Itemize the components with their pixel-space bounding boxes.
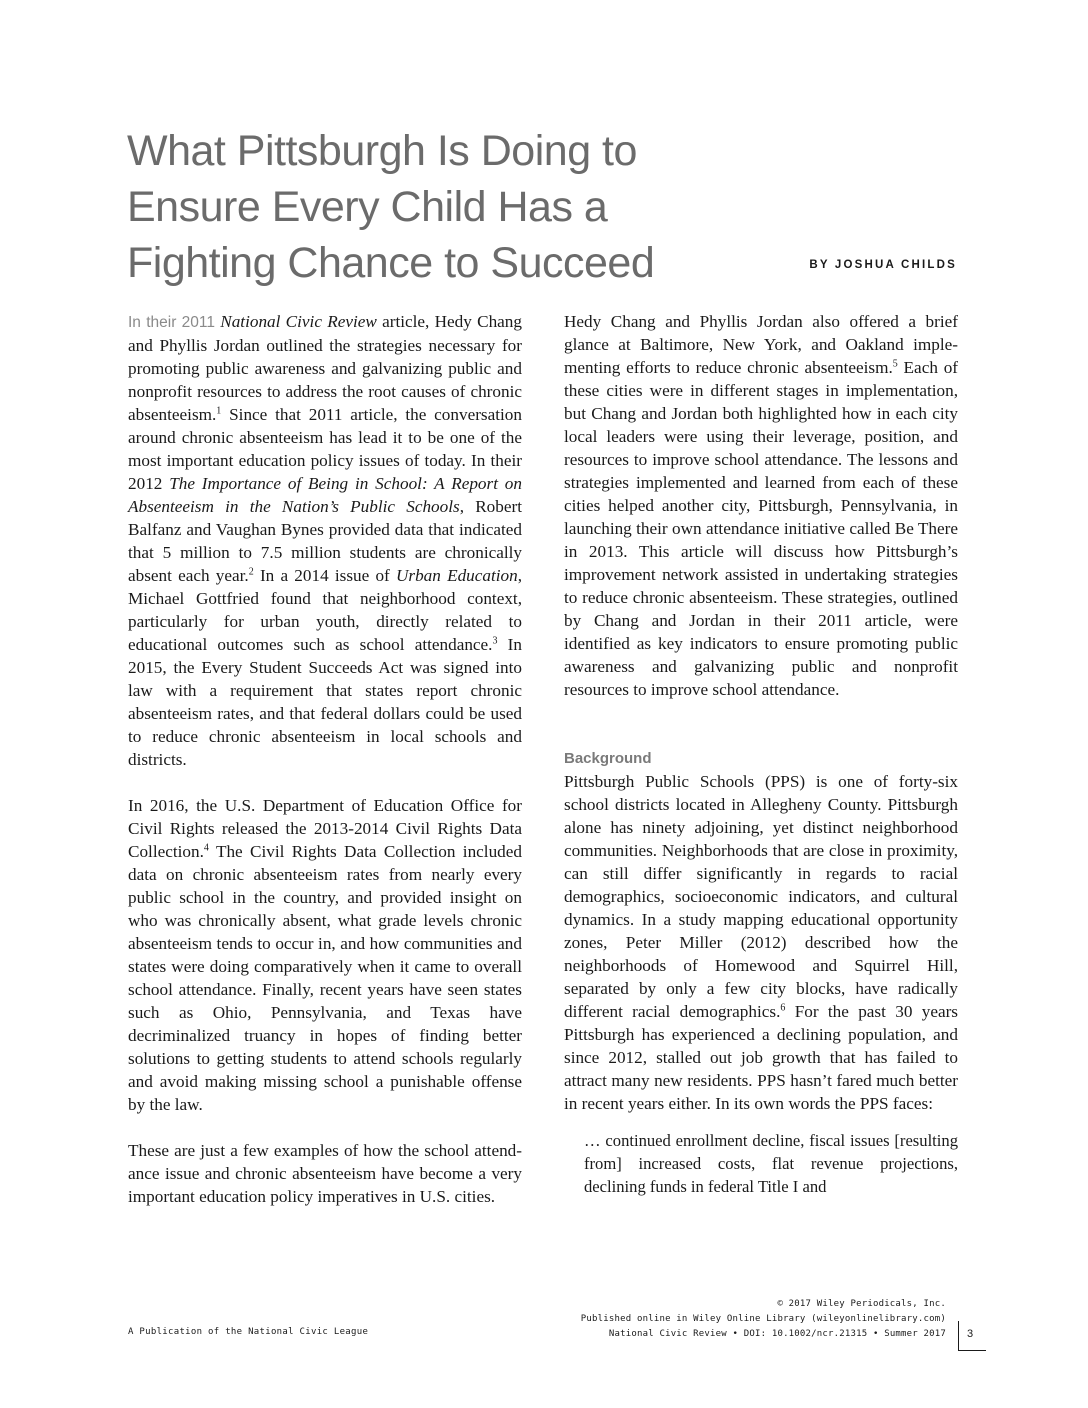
paragraph-background <box>564 770 958 1115</box>
footer-divider <box>958 1321 959 1351</box>
title-line-1: What Pittsburgh Is Doing to <box>127 127 637 175</box>
footnote-ref: 5 <box>892 358 898 370</box>
block-quote: … continued enrollment decline, fiscal issues [resulting from] increased costs, flat revenue projections, declining funds in federal Title I and <box>584 1131 958 1196</box>
text-run: Since that 2011 article, the conversation around chronic absenteeism has lead it to be one of the most important education policy issues of today. In their 2012 <box>128 405 522 493</box>
journal-title: National Civic Review <box>220 312 377 331</box>
publication-credit: A Publication of the National Civic League <box>128 1327 369 1337</box>
right-column <box>564 310 958 1198</box>
text-run: In a 2014 issue of <box>253 566 396 585</box>
title-line-2: Ensure Every Child Has a <box>127 183 608 231</box>
title-line-3: Fighting Chance to Succeed <box>127 239 655 287</box>
text-run: The Civil Rights Data Collection included data on chronic absenteeism rates from nearly every public school in the country, and provided insight on who was chronically absent, what grade levels chronic absenteeism tends to occur in, and how communities and states were doing comparatively when it came to overall school attendance. Finally, recent years have seen states such as Ohio, Pennsylvania, and Texas have decriminalized truancy in hopes of finding better solutions to getting students to attend schools regularly and avoid making missing school a punishable offense by the law. <box>128 842 522 1114</box>
footer-citation <box>581 1297 946 1342</box>
article-title <box>127 123 687 291</box>
report-title: The Importance of Being in School: A Report on Absenteeism in the Nation’s Public Schools <box>128 474 522 516</box>
footnote-ref: 1 <box>216 405 222 417</box>
text-run: For the past 30 years Pittsburgh has experienced a declining population, and since 2012, stalled out job growth that has failed to attract many new residents. PPS hasn’t fared much better in recent years either. In its own words the PPS faces: <box>564 1002 958 1113</box>
text-run: , Michael Gottfried found that neighborhood context, particularly for urban youth, directly related to educational outcomes such as school attendance. <box>128 566 523 654</box>
paragraph-cities <box>564 310 958 701</box>
text-run: In 2016, the U.S. Department of Education Office for Civil Rights released the 2013-2014 Civil Rights Data Collection. <box>128 796 522 861</box>
text-run: In 2015, the Every Student Succeeds Act was signed into law with a requirement that states report chronic absenteeism rates, and that federal dollars could be used to reduce chronic absenteeism in local schools and districts. <box>128 635 522 769</box>
paragraph-intro <box>128 310 522 771</box>
text-run: Pittsburgh Public Schools (PPS) is one of forty-six school districts located in Allegheny County. Pittsburgh alone has ninety adjoining, yet distinct neighborhood communities. Neighborhoods that are close in proximity, can still differ significantly in regards to racial demographics, socioeconomic indicators, and cultural dynamics. In a study mapping educational opportunity zones, Peter Miller (2012) described how the neighborhoods of Homewood and Squirrel Hill, separated by only a few city blocks, have radically different racial demographics. <box>564 772 958 1021</box>
text-run: , Robert Balfanz and Vaughan Bynes provided data that indicated that 5 million to 7.5 million students are chronically absent each year. <box>128 497 522 585</box>
footer-rule <box>958 1350 986 1351</box>
paragraph-civil-rights <box>128 794 522 1116</box>
copyright-line: © 2017 Wiley Periodicals, Inc. <box>777 1299 946 1309</box>
footnote-ref: 2 <box>248 566 254 578</box>
text-run: article, Hedy Chang and Phyllis Jordan outlined the strategies necessary for promoting public awareness and galvanizing public and nonprofit resources to address the root causes of chronic absenteeism. <box>128 312 522 424</box>
journal-title: Urban Education <box>395 566 518 585</box>
text-run: Hedy Chang and Phyllis Jordan also offered a brief glance at Baltimore, New York, and Oakland implementing efforts to reduce chronic absenteeism. <box>564 312 958 377</box>
author-byline: BY JOSHUA CHILDS <box>809 259 957 271</box>
text-run: Each of these cities were in different stages in implementation, but Chang and Jordan both highlighted how in each city local leaders were using their leverage, position, and resources to improve school attendance. The lessons and strategies implemented and learned from each of these cities helped another city, Pittsburgh, Pennsylvania, in launching their own attendance initiative called Be There in 2013. This article will discuss how Pittsburgh’s improvement network assisted in undertaking strategies to reduce chronic absenteeism. These strategies, outlined by Chang and Jordan in their 2011 article, were identified as key indicators to ensure promoting public awareness and galvanizing public and nonprofit resources to improve school attendance. <box>564 358 959 699</box>
footnote-ref: 3 <box>492 635 498 647</box>
page-number: 3 <box>967 1328 974 1340</box>
published-online-line: Published online in Wiley Online Library (wileyonlinelibrary.com) <box>580 1314 946 1324</box>
left-column <box>128 310 522 1208</box>
paragraph-summary: These are just a few examples of how the school attendance issue and chronic absenteeism have become a very important education policy imperatives in U.S. cities. <box>128 1141 522 1206</box>
footnote-ref: 6 <box>780 1002 786 1014</box>
lead-in-text: In their 2011 <box>128 314 221 331</box>
section-heading-background: Background <box>564 750 652 767</box>
footnote-ref: 4 <box>203 842 209 854</box>
citation-line: National Civic Review • DOI: 10.1002/ncr.21315 • Summer 2017 <box>608 1329 946 1339</box>
